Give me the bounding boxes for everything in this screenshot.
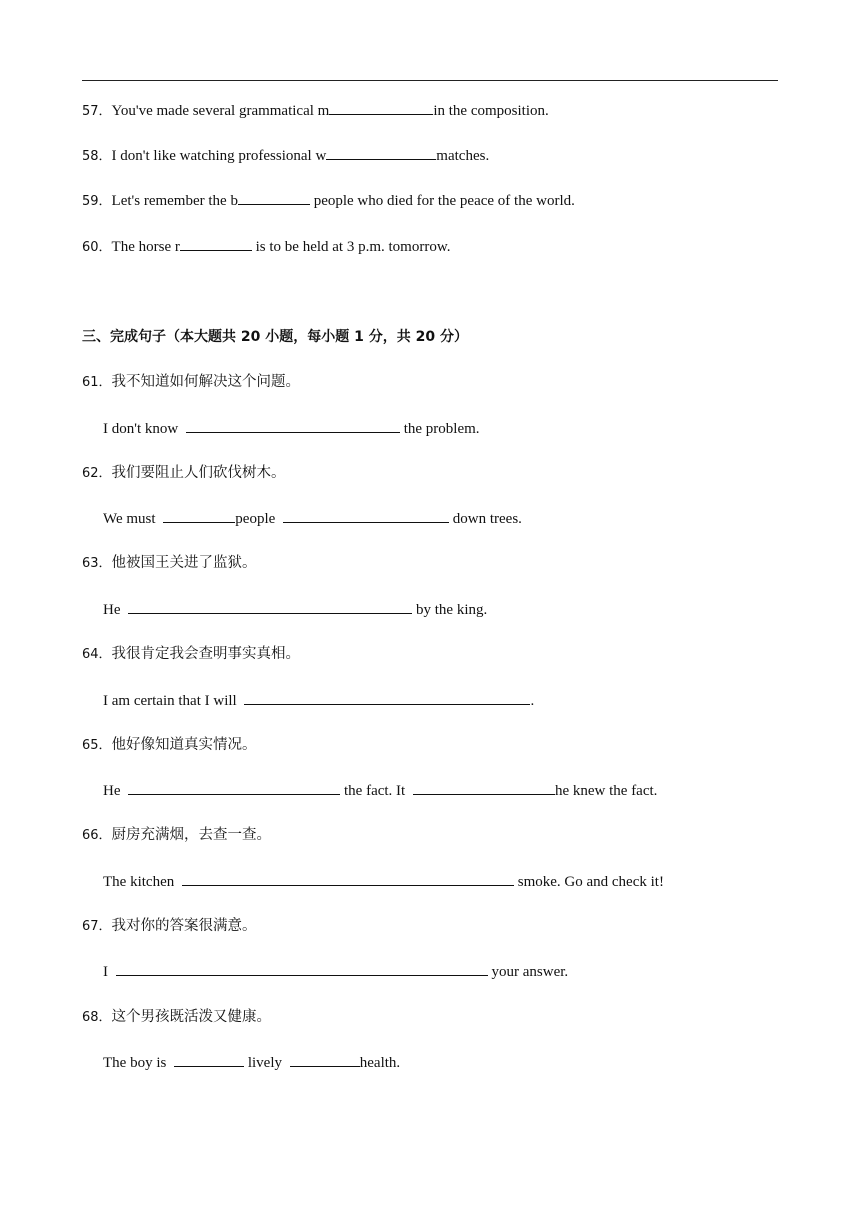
question-text: is to be held at 3 p.m. tomorrow. xyxy=(251,239,451,255)
question-text: matches. xyxy=(436,148,490,164)
answer-blank[interactable] xyxy=(290,1052,360,1067)
chinese-prompt: 我不知道如何解决这个问题。 xyxy=(111,374,301,390)
question-number: 59． xyxy=(82,194,112,209)
answer-text: I am certain that I will xyxy=(103,693,241,709)
question-number: 66． xyxy=(82,828,112,843)
answer-line-66 xyxy=(103,871,664,892)
answer-text: smoke. Go and check it! xyxy=(513,874,664,890)
question-number: 60． xyxy=(82,240,112,255)
question-number: 61． xyxy=(82,375,112,390)
question-number: 57． xyxy=(82,104,112,119)
answer-blank[interactable] xyxy=(163,508,235,523)
answer-text: down trees. xyxy=(449,511,522,527)
answer-text: lively xyxy=(244,1055,286,1071)
chinese-prompt: 他被国王关进了监狱。 xyxy=(111,555,257,571)
answer-text: by the king. xyxy=(412,602,488,618)
answer-text: the fact. It xyxy=(340,783,409,799)
answer-text: I xyxy=(103,964,112,980)
answer-line-63 xyxy=(103,599,487,620)
question-text: people who died for the peace of the world. xyxy=(309,193,575,209)
answer-line-67 xyxy=(103,961,568,982)
answer-text: The boy is xyxy=(103,1055,171,1071)
chinese-prompt: 厨房充满烟，去查一查。 xyxy=(111,827,272,843)
answer-line-65 xyxy=(103,780,657,801)
section-heading: 三、完成句子（本大题共 20 小题，每小题 1 分，共 20 分） xyxy=(82,329,468,345)
answer-text: We must xyxy=(103,511,160,527)
answer-line-68 xyxy=(103,1052,400,1073)
question-text: I don't like watching professional w xyxy=(111,148,327,164)
answer-text: The kitchen xyxy=(103,874,178,890)
question-64 xyxy=(82,644,300,665)
question-62 xyxy=(82,463,286,484)
answer-blank[interactable] xyxy=(244,690,530,705)
chinese-prompt: 他好像知道真实情况。 xyxy=(111,737,257,753)
question-61 xyxy=(82,372,300,393)
question-number: 68． xyxy=(82,1010,112,1025)
answer-text: the problem. xyxy=(399,421,480,437)
answer-blank[interactable] xyxy=(174,1052,244,1067)
answer-text: health. xyxy=(359,1055,401,1071)
answer-blank[interactable] xyxy=(326,145,436,160)
answer-blank[interactable] xyxy=(238,190,310,205)
question-68 xyxy=(82,1007,271,1028)
chinese-prompt: 我很肯定我会查明事实真相。 xyxy=(111,646,301,662)
question-number: 64． xyxy=(82,647,112,662)
answer-blank[interactable] xyxy=(182,871,514,886)
header-rule xyxy=(82,80,778,81)
question-63 xyxy=(82,553,257,574)
question-67 xyxy=(82,916,257,937)
answer-blank[interactable] xyxy=(128,599,412,614)
answer-blank[interactable] xyxy=(128,780,340,795)
answer-text: your answer. xyxy=(487,964,569,980)
answer-text: He xyxy=(103,602,125,618)
answer-text: people xyxy=(235,511,280,527)
question-text: in the composition. xyxy=(433,103,549,119)
answer-line-64 xyxy=(103,690,534,711)
answer-blank[interactable] xyxy=(283,508,449,523)
question-57 xyxy=(82,100,549,122)
question-58 xyxy=(82,145,489,167)
question-number: 65． xyxy=(82,738,112,753)
question-text: The horse r xyxy=(111,239,180,255)
answer-text: He xyxy=(103,783,125,799)
question-65 xyxy=(82,735,257,756)
answer-blank[interactable] xyxy=(413,780,555,795)
answer-text: . xyxy=(530,693,535,709)
question-60 xyxy=(82,236,450,258)
chinese-prompt: 我对你的答案很满意。 xyxy=(111,918,257,934)
answer-line-62 xyxy=(103,508,522,529)
question-number: 63． xyxy=(82,556,112,571)
question-text: Let's remember the b xyxy=(111,193,238,209)
question-text: You've made several grammatical m xyxy=(111,103,330,119)
answer-line-61 xyxy=(103,418,480,439)
answer-blank[interactable] xyxy=(116,961,488,976)
question-number: 67． xyxy=(82,919,112,934)
question-59 xyxy=(82,190,575,212)
answer-blank[interactable] xyxy=(329,100,433,115)
answer-blank[interactable] xyxy=(180,236,252,251)
answer-text: I don't know xyxy=(103,421,182,437)
answer-text: he knew the fact. xyxy=(554,783,658,799)
question-66 xyxy=(82,825,271,846)
answer-blank[interactable] xyxy=(186,418,400,433)
question-number: 62． xyxy=(82,466,112,481)
chinese-prompt: 这个男孩既活泼又健康。 xyxy=(111,1009,272,1025)
question-number: 58． xyxy=(82,149,112,164)
chinese-prompt: 我们要阻止人们砍伐树木。 xyxy=(111,465,286,481)
